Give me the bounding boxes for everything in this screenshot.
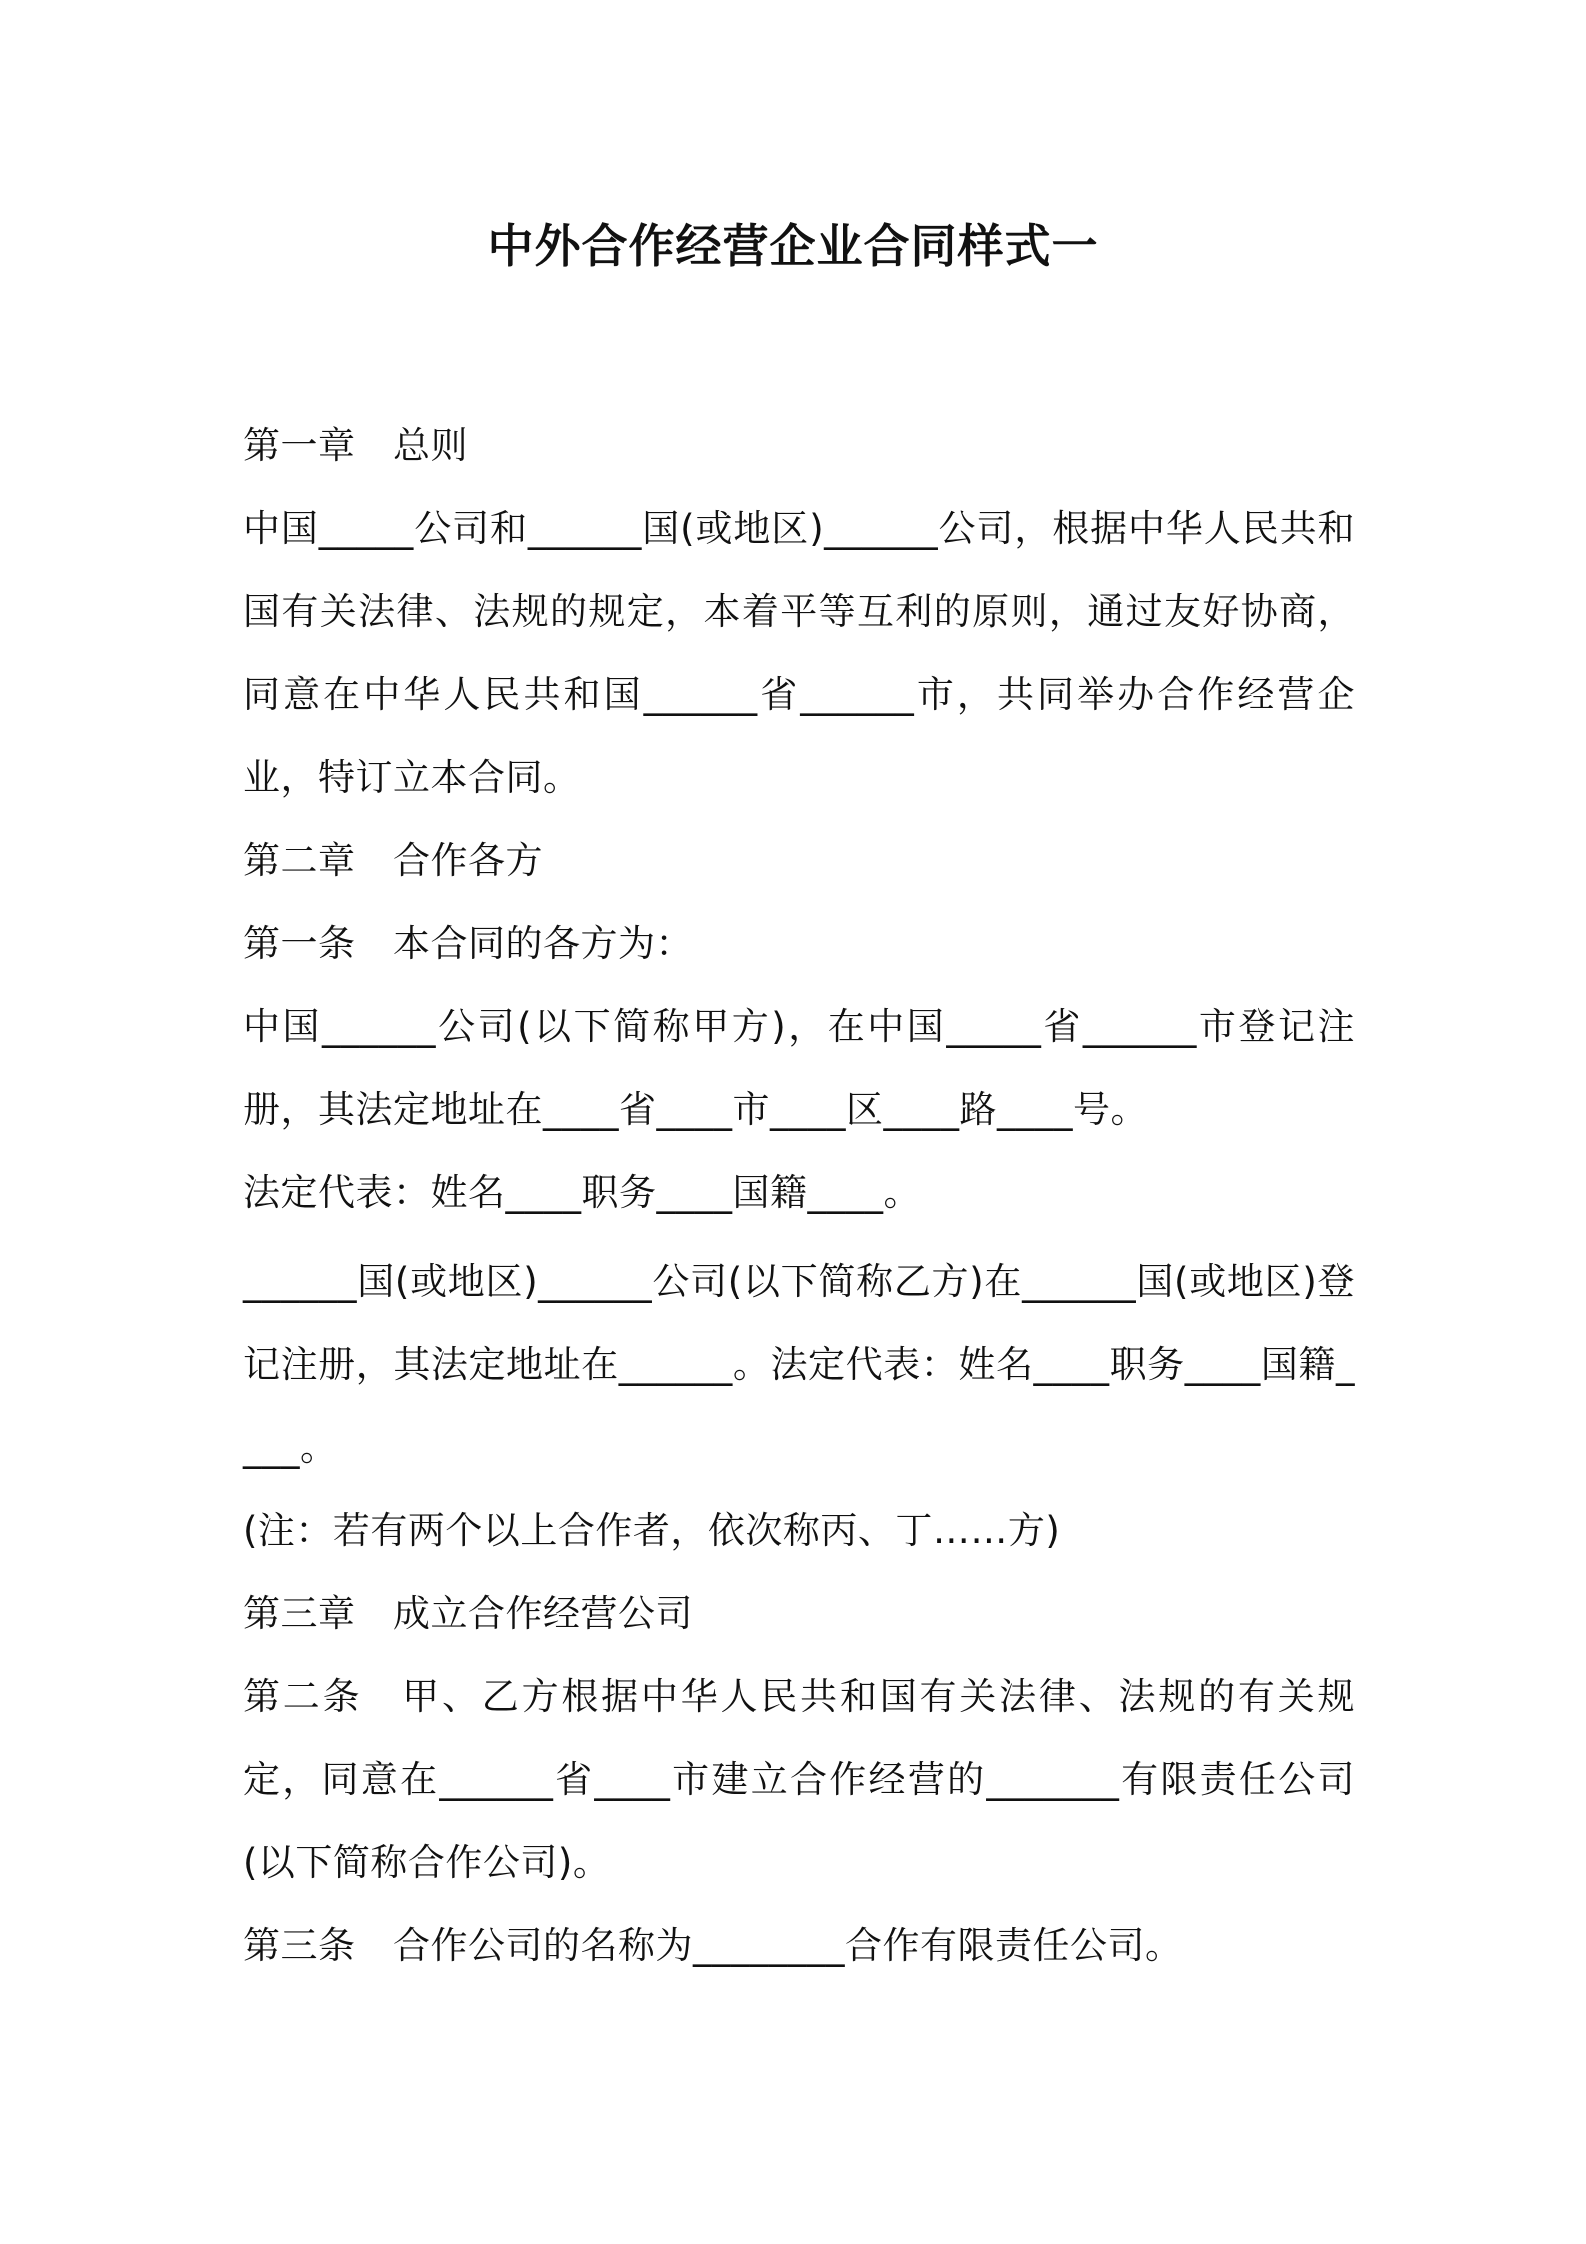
preamble-paragraph: 中国_____公司和______国(或地区)______公司，根据中华人民共和国有关法律、法规的规定，本着平等互利的原则，通过友好协商，同意在中华人民共和国______省______市，共同举办合作经营企业，特订立本合同。 xyxy=(243,507,1355,799)
article-paragraph: 第三条 合作公司的名称为________合作有限责任公司。 xyxy=(243,1924,1183,1967)
article-heading: 第一条 本合同的各方为： xyxy=(243,922,693,965)
chapter-heading: 第三章 成立合作经营公司 xyxy=(243,1592,693,1635)
document-title: 中外合作经营企业合同样式一 xyxy=(487,219,1099,273)
party-a-representative: 法定代表：姓名____职务____国籍____。 xyxy=(243,1171,921,1214)
chapter-heading: 第一章 总则 xyxy=(243,424,468,467)
article-paragraph: 第二条 甲、乙方根据中华人民共和国有关法律、法规的有关规定，同意在______省____市建立合作经营的_______有限责任公司(以下简称合作公司)。 xyxy=(243,1675,1355,1884)
party-b-paragraph: ______国(或地区)______公司(以下简称乙方)在______国(或地区)登记注册，其法定地址在______。法定代表：姓名____职务____国籍____。 xyxy=(243,1260,1355,1469)
note-paragraph: (注：若有两个以上合作者，依次称丙、丁……方) xyxy=(243,1509,1061,1552)
chapter-heading: 第二章 合作各方 xyxy=(243,839,543,882)
document-body xyxy=(243,404,1355,1987)
party-a-paragraph: 中国______公司(以下简称甲方)，在中国_____省______市登记注册，其法定地址在____省____市____区____路____号。 xyxy=(243,1005,1355,1131)
